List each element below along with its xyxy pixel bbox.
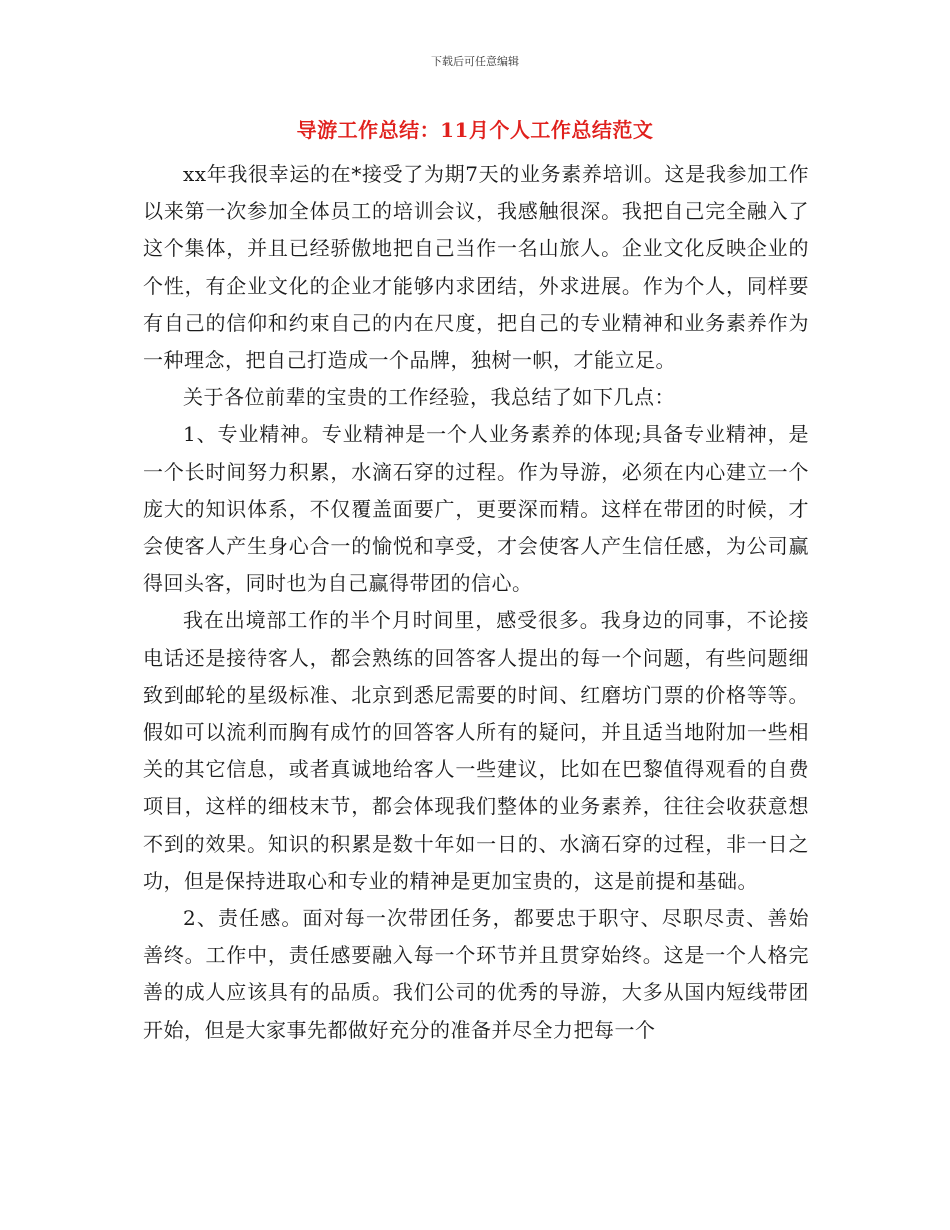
download-edit-note: 下载后可任意编辑	[431, 55, 519, 68]
body-paragraph: 1、专业精神。专业精神是一个人业务素养的体现;具备专业精神，是一个长时间努力积累，水滴石穿的过程。作为导游，必须在内心建立一个庞大的知识体系，不仅覆盖面要广，更要深而精。这样在带团的时候，才会使客人产生身心合一的愉悦和享受，才会使客人产生信任感，为公司赢得回头客，同时也为自己赢得带团的信心。	[143, 422, 809, 596]
document-body	[143, 156, 809, 1049]
body-paragraph: 关于各位前辈的宝贵的工作经验，我总结了如下几点：	[183, 385, 675, 410]
body-paragraph: xx年我很幸运的在*接受了为期7天的业务素养培训。这是我参加工作以来第一次参加全体员工的培训会议，我感触很深。我把自己完全融入了这个集体，并且已经骄傲地把自己当作一名山旅人。企业文化反映企业的个性，有企业文化的企业才能够内求团结，外求进展。作为个人，同样要有自己的信仰和约束自己的内在尺度，把自己的专业精神和业务素养作为一种理念，把自己打造成一个品牌，独树一帜，才能立足。	[143, 162, 809, 373]
document-title: 导游工作总结：11月个人工作总结范文	[296, 118, 654, 142]
body-paragraph: 2、责任感。面对每一次带团任务，都要忠于职守、尽职尽责、善始善终。工作中，责任感要融入每一个环节并且贯穿始终。这是一个人格完善的成人应该具有的品质。我们公司的优秀的导游，大多从国内短线带团开始，但是大家事先都做好充分的准备并尽全力把每一个	[143, 906, 809, 1042]
body-paragraph: 我在出境部工作的半个月时间里，感受很多。我身边的同事，不论接电话还是接待客人，都会熟练的回答客人提出的每一个问题，有些问题细致到邮轮的星级标准、北京到悉尼需要的时间、红磨坊门票的价格等等。假如可以流利而胸有成竹的回答客人所有的疑问，并且适当地附加一些相关的其它信息，或者真诚地给客人一些建议，比如在巴黎值得观看的自费项目，这样的细枝末节，都会体现我们整体的业务素养，往往会收获意想不到的效果。知识的积累是数十年如一日的、水滴石穿的过程，非一日之功，但是保持进取心和专业的精神是更加宝贵的，这是前提和基础。	[143, 608, 809, 893]
